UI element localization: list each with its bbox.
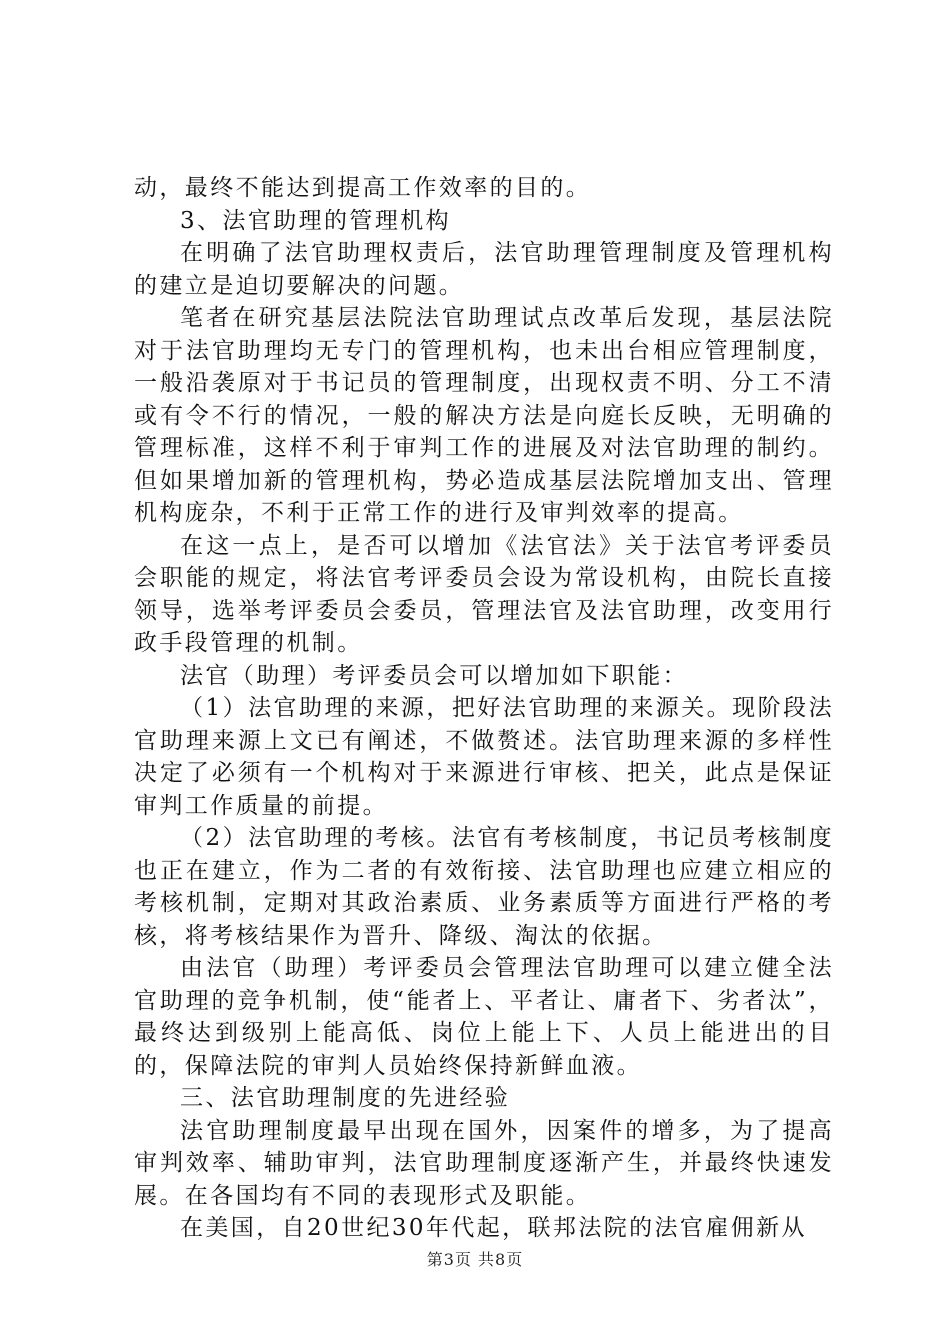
list-item-paragraph: （2）法官助理的考核。法官有考核制度，书记员考核制度也正在建立，作为二者的有效衔接、法官助理也应建立相应的考核机制，定期对其政治素质、业务素质等方面进行严格的考核，将考核结果作为晋升、降级、淘汰的依据。 [134,825,834,949]
paragraph: 法官助理制度最早出现在国外，因案件的增多，为了提高审判效率、辅助审判，法官助理制度逐渐产生，并最终快速发展。在各国均有不同的表现形式及职能。 [134,1117,834,1209]
paragraph-continuation: 动，最终不能达到提高工作效率的目的。 [134,175,592,201]
paragraph: 由法官（助理）考评委员会管理法官助理可以建立健全法官助理的竞争机制，使“能者上、平者让、庸者下、劣者汰”，最终达到级别上能高低、岗位上能上下、人员上能进出的目的，保障法院的审判人员始终保持新鲜血液。 [134,955,834,1079]
paragraph: 法官（助理）考评委员会可以增加如下职能： [180,662,688,689]
page-number-footer: 第3页 共8页 [426,1250,524,1269]
list-item-paragraph: （1）法官助理的来源，把好法官助理的来源关。现阶段法官助理来源上文已有阐述，不做赘述。法官助理来源的多样性决定了必须有一个机构对于来源进行审核、把关，此点是保证审判工作质量的前提。 [134,695,834,819]
paragraph: 在美国，自20世纪30年代起，联邦法院的法官雇佣新从 [180,1215,807,1241]
section-heading-management-body: 3、法官助理的管理机构 [180,207,452,234]
paragraph: 在明确了法官助理权责后，法官助理管理制度及管理机构的建立是迫切要解决的问题。 [134,240,834,299]
document-body [134,172,834,1245]
section-heading-experience: 三、法官助理制度的先进经验 [180,1085,511,1111]
paragraph: 在这一点上，是否可以增加《法官法》关于法官考评委员会职能的规定，将法官考评委员会设为常设机构，由院长直接领导，选举考评委员会委员，管理法官及法官助理，改变用行政手段管理的机制。 [134,532,834,656]
paragraph: 笔者在研究基层法院法官助理试点改革后发现，基层法院对于法官助理均无专门的管理机构，也未出台相应管理制度，一般沿袭原对于书记员的管理制度，出现权责不明、分工不清或有令不行的情况，一般的解决方法是向庭长反映，无明确的管理标准，这样不利于审判工作的进展及对法官助理的制约。但如果增加新的管理机构，势必造成基层法院增加支出、管理机构庞杂，不利于正常工作的进行及审判效率的提高。 [134,305,834,526]
